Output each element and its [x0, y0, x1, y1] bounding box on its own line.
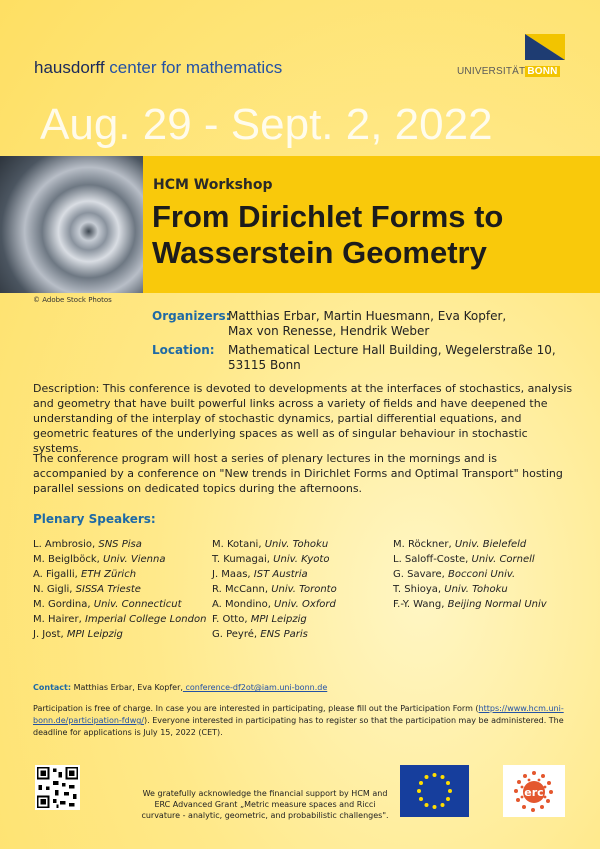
speaker: G. Peyré, ENS Paris	[212, 629, 308, 640]
eu-flag-icon	[400, 765, 469, 817]
speakers-heading: Plenary Speakers:	[33, 512, 156, 526]
speakers-column-3	[393, 537, 547, 612]
location-line1: Mathematical Lecture Hall Building, Wegelerstraße 10,	[228, 343, 556, 357]
speaker: M. Beiglböck, Univ. Vienna	[33, 554, 166, 565]
speaker: J. Maas, IST Austria	[212, 569, 308, 580]
contact-label: Contact:	[33, 683, 72, 692]
organizers-line2: Max von Renesse, Hendrik Weber	[228, 324, 430, 338]
speaker: T. Kumagai, Univ. Kyoto	[212, 554, 330, 565]
workshop-title-line2: Wasserstein Geometry	[152, 235, 487, 270]
speaker: M. Gordina, Univ. Connecticut	[33, 599, 182, 610]
erc-label: erc	[524, 786, 544, 799]
speaker: A. Figalli, ETH Zürich	[33, 569, 137, 580]
speaker: M. Hairer, Imperial College London	[33, 614, 207, 625]
location-text	[228, 343, 556, 373]
speaker: A. Mondino, Univ. Oxford	[212, 599, 336, 610]
hcm-logo-text	[34, 58, 282, 78]
speaker: L. Ambrosio, SNS Pisa	[33, 539, 142, 550]
speaker: N. Gigli, SISSA Trieste	[33, 584, 141, 595]
erc-dots-icon	[503, 765, 565, 817]
location-line2: 53115 Bonn	[228, 358, 301, 372]
speaker: F. Otto, MPI Leipzig	[212, 614, 307, 625]
speaker: J. Jost, MPI Leipzig	[33, 629, 123, 640]
participation-text: Participation is free of charge. In case you are interested in participating, please fill out the Participation Form (https://www.hcm.uni-bonn.de/participation-fdwg/). Everyone interested in participating has to register so that the participation may be administered. The deadline for applications is July 15, 2022 (CET).	[33, 704, 564, 737]
erc-logo	[503, 765, 565, 817]
speaker: R. McCann, Univ. Toronto	[212, 584, 337, 595]
university-label	[457, 66, 560, 77]
funding-acknowledgement: We gratefully acknowledge the financial support by HCM and ERC Advanced Grant „Metric measure spaces and Ricci curvature - analytic, geometric, and probabilistic challenges".	[141, 789, 389, 820]
university-bonn: BONN	[527, 66, 558, 77]
organizers-list	[228, 309, 506, 339]
cyclone-photo	[0, 156, 143, 293]
speakers-column-2	[212, 537, 337, 642]
hcm-name: hausdorff	[34, 58, 105, 77]
participation-form-link[interactable]: https://www.hcm.uni-bonn.de/participation-fdwg/	[33, 704, 564, 725]
speaker: T. Shioya, Univ. Tohoku	[393, 584, 508, 595]
description-paragraph: Description: This conference is devoted to developments at the interfaces of stochastics, analysis and geometry that have built powerful links across a variety of fields and have deepened the understanding of the interplay of stochastic dynamics, partial differential equations, and geometric features of the underlying spaces as well as of singular behaviour in stochastic systems.	[33, 382, 573, 455]
workshop-subtitle: HCM Workshop	[153, 177, 273, 193]
organizers-line1: Matthias Erbar, Martin Huesmann, Eva Kopfer,	[228, 309, 507, 323]
event-date: Aug. 29 - Sept. 2, 2022	[40, 100, 493, 149]
photo-credit: © Adobe Stock Photos	[33, 296, 112, 304]
qr-code-icon	[35, 765, 80, 810]
speaker: M. Kotani, Univ. Tohoku	[212, 539, 329, 550]
workshop-title	[152, 199, 592, 271]
contact-email-link[interactable]: conference-df2ot@iam.uni-bonn.de	[182, 683, 328, 692]
organizers-label: Organizers:	[152, 309, 231, 323]
contact-line	[33, 683, 327, 692]
contact-names: Matthias Erbar, Eva Kopfer,	[71, 683, 183, 692]
speaker: M. Röckner, Univ. Bielefeld	[393, 539, 527, 550]
program-paragraph: The conference program will host a series of plenary lectures in the mornings and is accompanied by a conference on "New trends in Dirichlet Forms and Optimal Transport" hosting parallel sessions on dedicated topics during the afternoons.	[33, 452, 563, 495]
location-label: Location:	[152, 343, 215, 357]
speakers-column-1	[33, 537, 206, 642]
speaker: L. Saloff-Coste, Univ. Cornell	[393, 554, 535, 565]
hcm-suffix: center for mathematics	[104, 58, 283, 77]
workshop-title-line1: From Dirichlet Forms to	[152, 199, 504, 234]
university-name: UNIVERSITÄT	[457, 66, 526, 77]
speaker: F.-Y. Wang, Beijing Normal Univ	[393, 599, 547, 610]
speaker: G. Savare, Bocconi Univ.	[393, 569, 516, 580]
